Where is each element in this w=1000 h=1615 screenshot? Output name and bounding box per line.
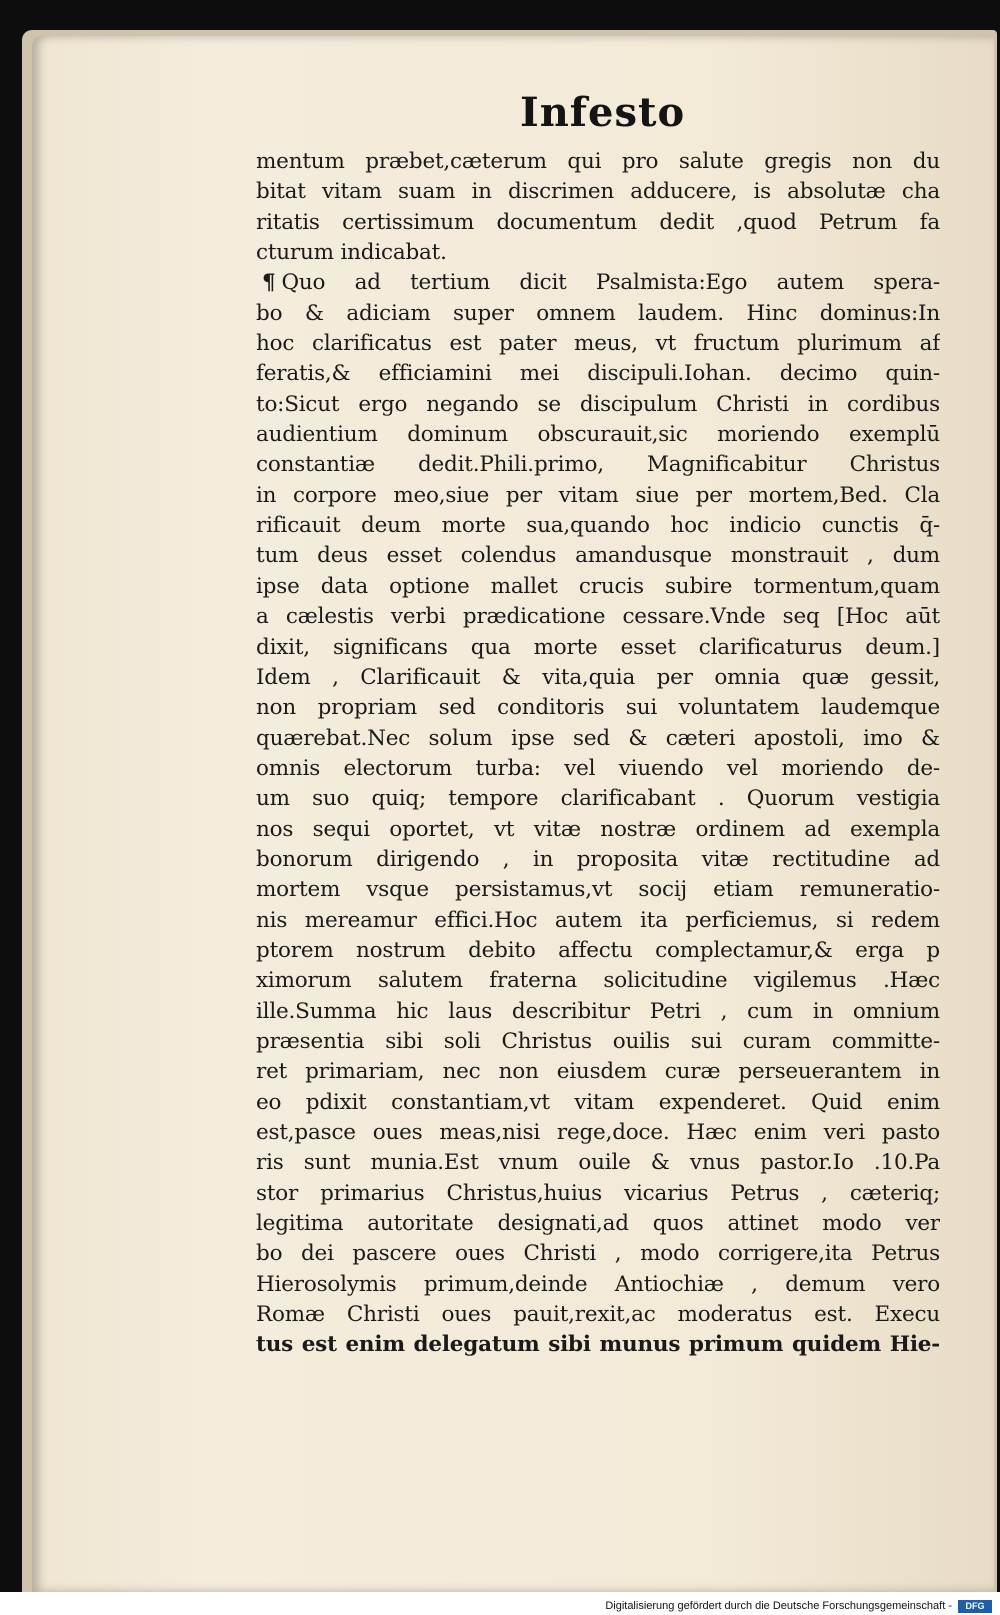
text-line: mentum præbet,cæterum qui pro salute gregis non du <box>256 149 940 174</box>
text-line: ipse data optione mallet crucis subire tormentum,quam <box>256 573 940 599</box>
text-line: hoc clarificatus est pater meus, vt fructum plurimum af <box>256 331 940 357</box>
text-line: mortem vsque persistamus,vt socij etiam remuneratio- <box>256 877 940 903</box>
text-line: to:Sicut ergo negando se discipulum Christi in cordibus <box>256 391 940 417</box>
text-line: legitima autoritate designati,ad quos attinet modo ver <box>256 1211 940 1237</box>
text-line: bo dei pascere oues Christi , modo corrigere,ita Petrus <box>256 1241 940 1267</box>
text-line: ximorum salutem fraterna solicitudine vigilemus .Hæc <box>256 968 940 994</box>
text-line: præsentia sibi soli Christus ouilis sui curam committe- <box>256 1028 940 1054</box>
text-line: cturum indicabat. <box>256 240 447 266</box>
text-line: nis mereamur effici.Hoc autem ita perficiemus, si redem <box>256 907 940 933</box>
running-head: Infesto <box>520 89 686 136</box>
text-line: in corpore meo,siue per vitam siue per mortem,Bed. Cla <box>256 482 940 508</box>
body-text <box>256 147 940 1361</box>
text-line: ret primariam, nec non eiusdem curæ perseuerantem in <box>256 1059 940 1085</box>
text-line: bonorum dirigendo , in proposita vitæ rectitudine ad <box>256 846 940 872</box>
text-line: omnis electorum turba: vel viuendo vel moriendo de- <box>256 755 940 781</box>
pilcrow-icon: ¶ <box>262 270 276 296</box>
text-line: rificauit deum morte sua,quando hoc indicio cunctis q̄- <box>256 513 940 539</box>
text-line: Idem , Clarificauit & vita,quia per omnia quæ gessit, <box>256 664 940 690</box>
funding-credit: Digitalisierung gefördert durch die Deutsche Forschungsgemeinschaft - <box>605 1600 952 1612</box>
text-line: constantiæ dedit.Phili.primo, Magnificabitur Christus <box>256 452 940 478</box>
text-line: audientium dominum obscurauit,sic moriendo exemplū <box>256 422 940 448</box>
text-line: ille.Summa hic laus describitur Petri , cum in omnium <box>256 998 940 1024</box>
text-line: ris sunt munia.Est vnum ouile & vnus pastor.Io .10.Pa <box>256 1150 940 1176</box>
text-line: bitat vitam suam in discrimen adducere, is absolutæ cha <box>256 179 940 205</box>
text-line: non propriam sed conditoris sui voluntatem laudemque <box>256 695 940 721</box>
text-line: bo & adiciam super omnem laudem. Hinc dominus:In <box>256 300 940 326</box>
text-line: nos sequi oportet, vt vitæ nostræ ordinem ad exempla <box>256 816 940 842</box>
text-line: Romæ Christi oues pauit,rexit,ac moderatus est. Execu <box>256 1302 940 1328</box>
text-line: Hierosolymis primum,deinde Antiochiæ , demum vero <box>256 1271 940 1297</box>
dfg-logo-icon[interactable]: DFG <box>958 1600 992 1613</box>
text-line: tus est enim delegatum sibi munus primum quidem Hie- <box>256 1332 940 1358</box>
paragraph-start-text: Quo ad tertium dicit Psalmista:Ego autem spera- <box>281 270 940 296</box>
text-line: a cælestis verbi prædicatione cessare.Vnde seq [Hoc aūt <box>256 604 940 630</box>
text-line: dixit, significans qua morte esset clarificaturus deum.] <box>256 634 940 660</box>
text-line: ritatis certissimum documentum dedit ,quod Petrum fa <box>256 209 940 235</box>
text-line: eo pdixit constantiam,vt vitam expenderet. Quid enim <box>256 1089 940 1115</box>
text-line: tum deus esset colendus amandusque monstrauit , dum <box>256 543 940 569</box>
text-line: ptorem nostrum debito affectu complectamur,& erga p <box>256 937 940 963</box>
text-line: feratis,& efficiamini mei discipuli.Iohan. decimo quin- <box>256 361 940 387</box>
text-line-paragraph-start <box>256 268 940 298</box>
text-line: quærebat.Nec solum ipse sed & cæteri apostoli, imo & <box>256 725 940 751</box>
text-line: est,pasce oues meas,nisi rege,doce. Hæc enim veri pasto <box>256 1120 940 1145</box>
text-line: stor primarius Christus,huius vicarius Petrus , cæteriq; <box>256 1180 940 1206</box>
text-line: um suo quiq; tempore clarificabant . Quorum vestigia <box>256 786 940 812</box>
